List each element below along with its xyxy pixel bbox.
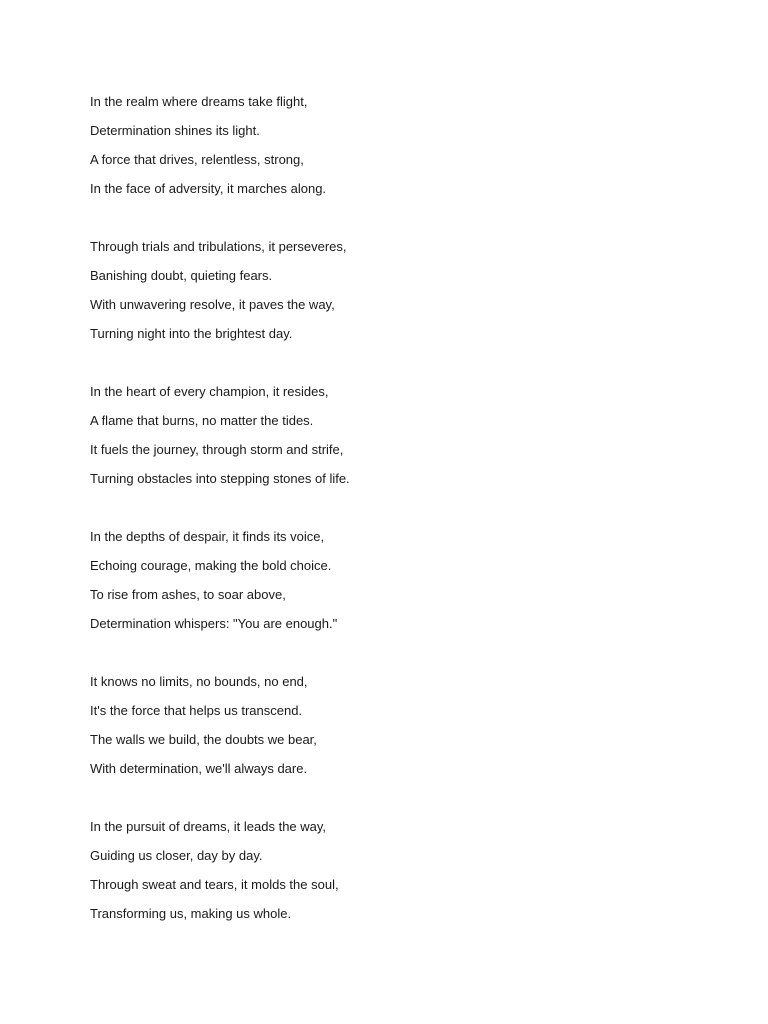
stanza-3	[90, 381, 690, 497]
poem-line: In the realm where dreams take flight,	[90, 94, 308, 109]
poem-line: It knows no limits, no bounds, no end,	[90, 674, 308, 689]
poem-line: Determination shines its light.	[90, 123, 260, 138]
stanza-4	[90, 526, 690, 642]
poem-line: To rise from ashes, to soar above,	[90, 587, 286, 602]
poem-line: Through trials and tribulations, it perseveres,	[90, 239, 347, 254]
poem-line: In the depths of despair, it finds its voice,	[90, 529, 325, 544]
stanza-2	[90, 236, 690, 352]
poem-line: In the face of adversity, it marches along.	[90, 181, 327, 196]
poem-line: In the heart of every champion, it resides,	[90, 384, 329, 399]
poem-line: In the pursuit of dreams, it leads the way,	[90, 819, 327, 834]
poem-line: It fuels the journey, through storm and strife,	[90, 442, 344, 457]
poem	[90, 91, 690, 961]
stanza-1	[90, 91, 690, 207]
poem-line: Through sweat and tears, it molds the soul,	[90, 877, 339, 892]
poem-line: The walls we build, the doubts we bear,	[90, 732, 317, 747]
poem-line: Guiding us closer, day by day.	[90, 848, 263, 863]
poem-line: Determination whispers: "You are enough."	[90, 616, 338, 631]
poem-line: Banishing doubt, quieting fears.	[90, 268, 273, 283]
poem-line: Transforming us, making us whole.	[90, 906, 292, 921]
stanza-5	[90, 671, 690, 787]
poem-line: With determination, we'll always dare.	[90, 761, 308, 776]
poem-line: Turning night into the brightest day.	[90, 326, 293, 341]
stanza-6	[90, 816, 690, 932]
poem-line: It's the force that helps us transcend.	[90, 703, 303, 718]
poem-line: A flame that burns, no matter the tides.	[90, 413, 314, 428]
poem-line: With unwavering resolve, it paves the way,	[90, 297, 335, 312]
poem-line: Echoing courage, making the bold choice.	[90, 558, 332, 573]
poem-line: A force that drives, relentless, strong,	[90, 152, 304, 167]
poem-line: Turning obstacles into stepping stones of life.	[90, 471, 350, 486]
